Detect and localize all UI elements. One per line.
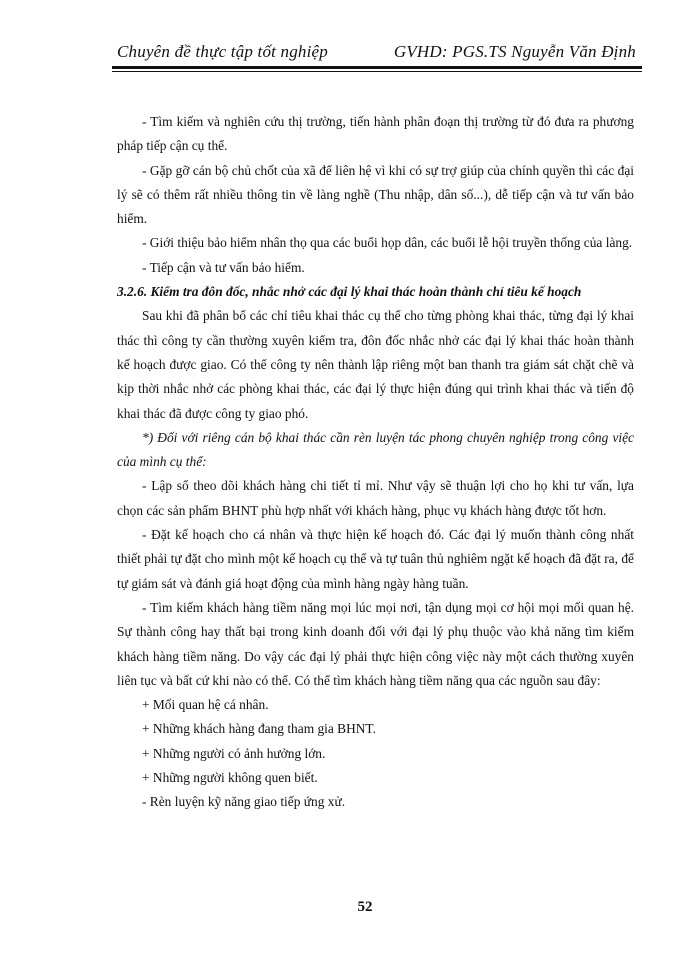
- page-header: [112, 38, 642, 68]
- list-item: + Mối quan hệ cá nhân.: [142, 697, 269, 713]
- paragraph-market-research: - Tìm kiếm và nghiên cứu thị trường, tiến hành phân đoạn thị trường từ đó đưa ra phương pháp tiếp cận cụ thể.: [117, 114, 634, 154]
- paragraph-inspection: Sau khi đã phân bổ các chỉ tiêu khai thác cụ thể cho từng phòng khai thác, từng đại lý khai thác thì công ty cần thường xuyên kiểm tra, đôn đốc nhắc nhở các đại lý khai thác hoàn thành kế hoạch được giao. Có thể công ty nên thành lập riêng một ban thanh tra giám sát chặt chẽ và kịp thời nhắc nhở các phòng khai thác, các đại lý thực hiện đúng qui trình khai thác và tiến độ khai thác đã được công ty giao phó.: [117, 308, 634, 421]
- paragraph-communication-skills: - Rèn luyện kỹ năng giao tiếp ứng xử.: [142, 794, 346, 810]
- page-number: 52: [357, 899, 373, 915]
- section-heading: 3.2.6. Kiểm tra đôn đốc, nhắc nhở các đại lý khai thác hoàn thành chỉ tiêu kế hoạch: [117, 284, 582, 300]
- paragraph-meet-officials: - Gặp gỡ cán bộ chủ chốt của xã để liên hệ vì khi có sự trợ giúp của chính quyền thì các đại lý sẽ có thêm rất nhiều thông tin về làng nghề (Thu nhập, dân số...), dễ tiếp cận và tư vấn bảo hiểm.: [117, 162, 634, 227]
- list-item: + Những khách hàng đang tham gia BHNT.: [142, 721, 376, 737]
- paragraph-approach-consult: - Tiếp cận và tư vấn bảo hiểm.: [142, 259, 305, 275]
- header-document-title: Chuyên đề thực tập tốt nghiệp: [117, 42, 329, 61]
- paragraph-find-customers: - Tìm kiếm khách hàng tiềm năng mọi lúc mọi nơi, tận dụng mọi cơ hội mọi mối quan hệ. Sự thành công hay thất bại trong kinh doanh đối với đại lý phụ thuộc vào khả năng tìm kiếm khách hàng tiềm năng. Do vậy các đại lý phải thực hiện công việc này một cách thường xuyên liên tục và bất cứ khi nào có thể. Có thể tìm khách hàng tiềm năng qua các nguồn sau đây:: [117, 599, 634, 688]
- paragraph-customer-log: - Lập sổ theo dõi khách hàng chi tiết tỉ mỉ. Như vậy sẽ thuận lợi cho họ khi tư vấn, lựa chọn các sản phẩm BHNT phù hợp nhất với khách hàng, phục vụ khách hàng được tốt hơn.: [117, 478, 634, 518]
- header-divider: [112, 66, 642, 72]
- list-item: + Những người có ảnh hưởng lớn.: [142, 745, 326, 761]
- paragraph-staff-note: *) Đối với riêng cán bộ khai thác cần rèn luyện tác phong chuyên nghiệp trong công việc của mình cụ thể:: [117, 429, 634, 470]
- page-body: [117, 110, 634, 815]
- paragraph-personal-plan: - Đặt kế hoạch cho cá nhân và thực hiện kế hoạch đó. Các đại lý muốn thành công nhất thiết phải tự đặt cho mình một kế hoạch cụ thể và tự tuân thủ nghiêm ngặt kế hoạch đã đặt ra, để tự giám sát và đánh giá hoạt động của mình hàng ngày hàng tuần.: [117, 527, 634, 591]
- paragraph-introduce-insurance: - Giới thiệu bảo hiểm nhân thọ qua các buổi họp dân, các buổi lễ hội truyền thống của làng.: [142, 235, 633, 251]
- list-item: + Những người không quen biết.: [142, 770, 318, 786]
- header-supervisor: GVHD: PGS.TS Nguyễn Văn Định: [393, 42, 636, 61]
